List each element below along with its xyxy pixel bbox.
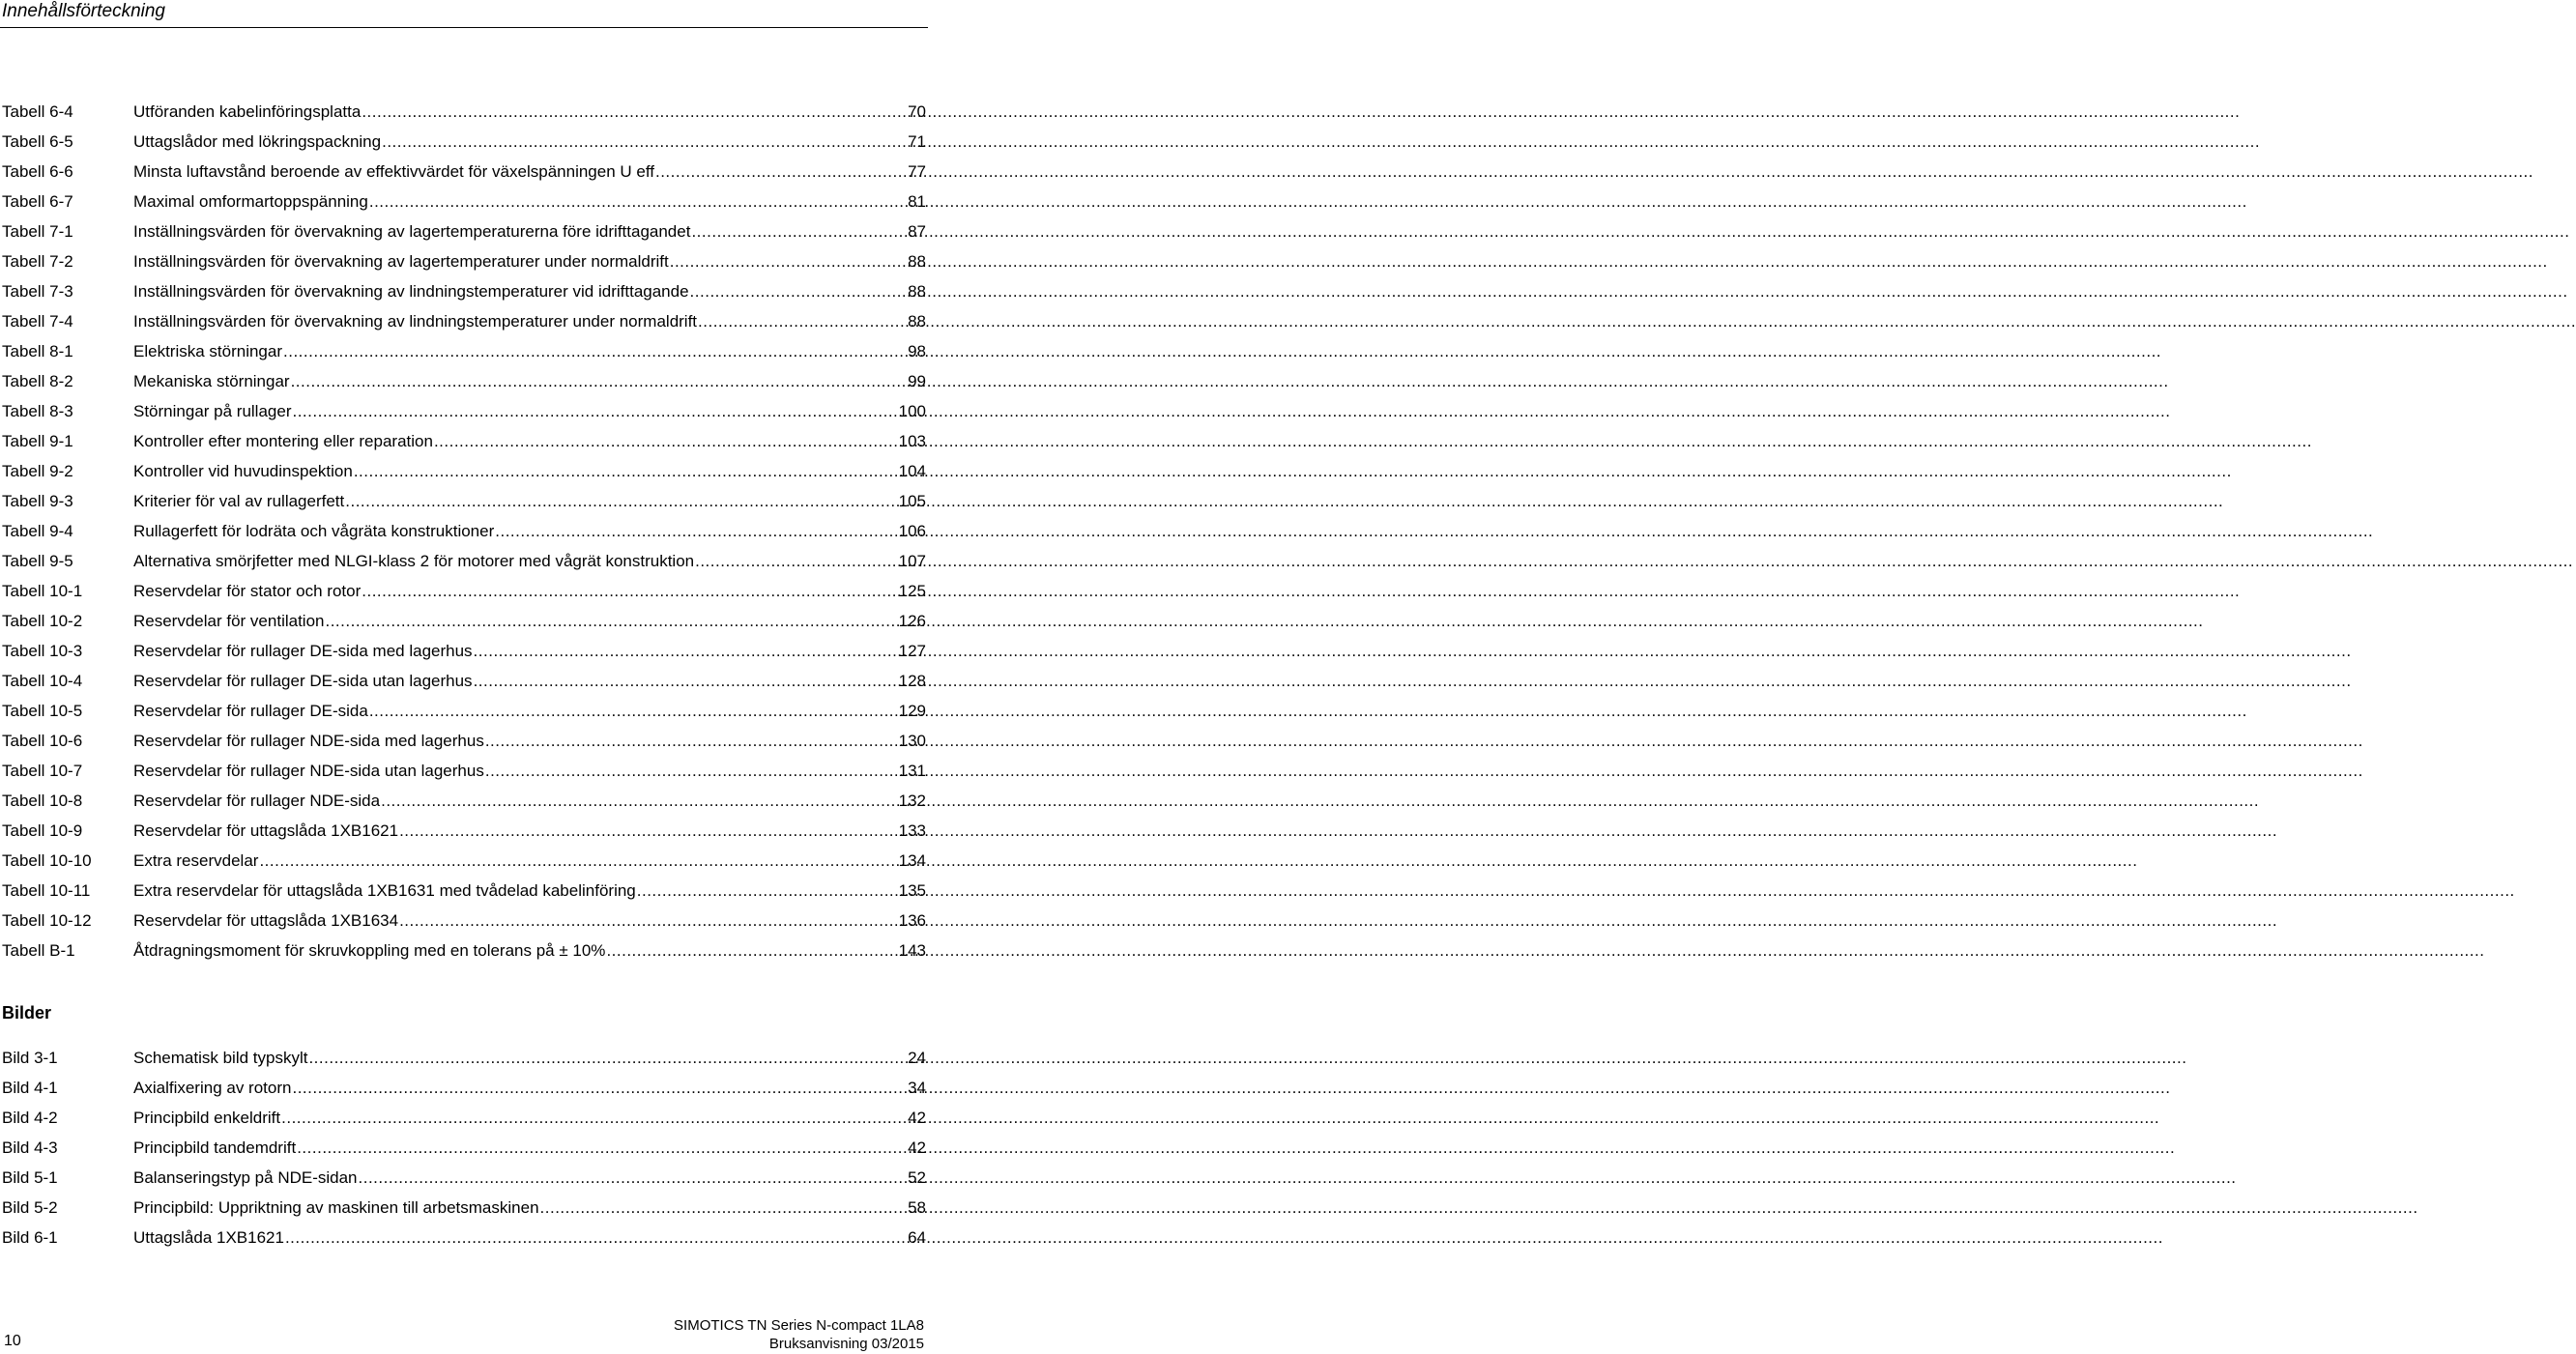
toc-dot-leader [474,636,898,666]
toc-entry-page: 42 [908,1138,926,1157]
toc-entry-title: Inställningsvärden för övervakning av lindningstemperaturer vid idrifttagande [133,282,689,301]
toc-entry-page: 100 [898,402,926,420]
toc-dot-leader [691,216,907,246]
toc-entry-page: 134 [898,851,926,870]
toc-entry-title: Reservdelar för rullager NDE-sida med lagerhus [133,732,484,750]
toc-entry-line [133,426,926,456]
toc-entry-line [133,546,926,576]
toc-entry-label: Tabell 10-1 [2,582,83,600]
toc-dot-leader [399,906,898,936]
toc-dot-leader [695,546,898,576]
toc-entry-page: 77 [908,162,926,181]
toc-entry-page: 52 [908,1168,926,1187]
toc-entry[interactable] [0,1103,928,1133]
toc-entry[interactable] [0,486,928,516]
toc-entry[interactable] [0,606,928,636]
toc-dot-leader [399,816,898,846]
figures-list [0,1043,928,1253]
toc-dot-leader [369,696,898,726]
toc-entry-page: 130 [898,732,926,750]
toc-entry-page: 42 [908,1109,926,1127]
toc-dot-leader [637,876,898,906]
toc-dot-leader [362,97,907,127]
toc-entry-title: Åtdragningsmoment för skruvkoppling med en tolerans på ± 10% [133,941,606,960]
toc-entry-label: Bild 5-2 [2,1198,58,1217]
toc-entry-line [133,906,926,936]
toc-entry-label: Tabell 8-3 [2,402,73,420]
toc-entry-line [133,936,926,965]
toc-entry[interactable] [0,576,928,606]
toc-entry-page: 34 [908,1079,926,1097]
toc-entry-label: Tabell B-1 [2,941,75,960]
toc-entry-title: Kontroller efter montering eller reparation [133,432,433,450]
toc-entry[interactable] [0,1073,928,1103]
header-divider [0,27,928,28]
toc-entry-line [133,666,926,696]
toc-entry-label: Tabell 8-2 [2,372,73,390]
toc-entry-page: 88 [908,252,926,271]
toc-entry-title: Alternativa smörjfetter med NLGI-klass 2 för motorer med vågrät konstruktion [133,552,695,570]
toc-entry-page: 129 [898,702,926,720]
toc-entry-title: Rullagerfett för lodräta och vågräta konstruktioner [133,522,495,540]
toc-entry-page: 71 [908,132,926,151]
toc-entry-line [133,336,926,366]
toc-entry-line [133,846,926,876]
toc-entry[interactable] [0,456,928,486]
toc-entry[interactable] [0,1043,928,1073]
toc-entry[interactable] [0,906,928,936]
toc-entry-line [133,216,926,246]
toc-entry[interactable] [0,666,928,696]
toc-entry-label: Tabell 6-4 [2,102,73,121]
toc-entry-title: Reservdelar för rullager DE-sida [133,702,368,720]
toc-entry-label: Tabell 10-10 [2,851,92,870]
toc-entry[interactable] [0,157,928,187]
toc-entry-label: Tabell 8-1 [2,342,73,360]
toc-entry[interactable] [0,846,928,876]
toc-entry-label: Tabell 10-3 [2,642,83,660]
toc-entry-line [133,1193,926,1223]
toc-entry-page: 125 [898,582,926,600]
toc-entry-page: 131 [898,762,926,780]
toc-entry-title: Utföranden kabelinföringsplatta [133,102,362,121]
toc-entry-label: Tabell 10-2 [2,612,83,630]
toc-entry-title: Mekaniska störningar [133,372,290,390]
toc-entry-page: 58 [908,1198,926,1217]
toc-entry-title: Reservdelar för rullager DE-sida utan lagerhus [133,672,473,690]
toc-dot-leader [292,1073,907,1103]
toc-entry[interactable] [0,726,928,756]
toc-entry-label: Bild 4-1 [2,1079,58,1097]
toc-dot-leader [259,846,897,876]
toc-entry-line [133,1073,926,1103]
toc-entry-title: Kontroller vid huvudinspektion [133,462,353,480]
toc-entry-label: Tabell 9-1 [2,432,73,450]
toc-entry-line [133,1133,926,1163]
toc-dot-leader [485,726,898,756]
toc-entry-page: 143 [898,941,926,960]
toc-entry-title: Kriterier för val av rullagerfett [133,492,345,510]
toc-entry-line [133,606,926,636]
toc-entry-page: 132 [898,792,926,810]
toc-dot-leader [474,666,898,696]
toc-entry-title: Balanseringstyp på NDE-sidan [133,1168,358,1187]
toc-entry[interactable] [0,276,928,306]
toc-dot-leader [381,786,898,816]
toc-entry-title: Elektriska störningar [133,342,283,360]
toc-entry[interactable] [0,216,928,246]
toc-entry-label: Bild 4-3 [2,1138,58,1157]
toc-entry-title: Inställningsvärden för övervakning av lagertemperaturerna före idrifttagandet [133,222,691,241]
toc-entry-page: 133 [898,821,926,840]
toc-entry-line [133,127,926,157]
toc-dot-leader [698,306,907,336]
toc-entry-title: Reservdelar för rullager NDE-sida utan lagerhus [133,762,484,780]
toc-entry-title: Minsta luftavstånd beroende av effektivvärdet för växelspänningen U eff [133,162,654,181]
toc-entry[interactable] [0,1193,928,1223]
toc-dot-leader [670,246,907,276]
toc-entry-title: Reservdelar för rullager NDE-sida [133,792,381,810]
toc-dot-leader [382,127,907,157]
toc-entry-label: Bild 4-2 [2,1109,58,1127]
toc-entry-line [133,306,926,336]
toc-entry-line [133,246,926,276]
toc-entry[interactable] [0,97,928,127]
toc-dot-leader [362,576,897,606]
figures-heading: Bilder [2,1003,52,1023]
toc-entry-page: 104 [898,462,926,480]
toc-entry-line [133,696,926,726]
toc-entry-line [133,366,926,396]
toc-dot-leader [345,486,897,516]
toc-entry-line [133,876,926,906]
toc-entry-line [133,276,926,306]
footer-document: Bruksanvisning 03/2015 [768,1336,924,1352]
toc-entry-title: Reservdelar för stator och rotor [133,582,362,600]
toc-entry[interactable] [0,187,928,216]
toc-entry-page: 128 [898,672,926,690]
toc-dot-leader [291,366,908,396]
toc-entry-line [133,157,926,187]
toc-entry-line [133,726,926,756]
toc-entry[interactable] [0,1223,928,1253]
toc-entry-line [133,576,926,606]
toc-entry-line [133,516,926,546]
toc-entry-title: Extra reservdelar för uttagslåda 1XB1631 med tvådelad kabelinföring [133,881,636,900]
toc-entry[interactable] [0,696,928,726]
toc-entry-label: Tabell 10-11 [2,881,91,900]
toc-entry[interactable] [0,336,928,366]
toc-entry-title: Principbild: Uppriktning av maskinen till arbetsmaskinen [133,1198,539,1217]
toc-entry-line [133,1163,926,1193]
toc-entry-label: Tabell 7-4 [2,312,73,331]
toc-entry-line [133,97,926,127]
toc-entry-label: Tabell 6-5 [2,132,73,151]
toc-entry-page: 98 [908,342,926,360]
toc-entry-page: 64 [908,1228,926,1247]
toc-entry-title: Principbild tandemdrift [133,1138,297,1157]
toc-entry-page: 106 [898,522,926,540]
toc-dot-leader [485,756,898,786]
toc-entry-title: Inställningsvärden för övervakning av lindningstemperaturer under normaldrift [133,312,698,331]
toc-entry-label: Tabell 7-3 [2,282,73,301]
toc-entry-label: Tabell 9-2 [2,462,73,480]
toc-entry-page: 136 [898,911,926,930]
toc-entry[interactable] [0,756,928,786]
toc-entry-label: Tabell 10-12 [2,911,92,930]
toc-dot-leader [495,516,897,546]
toc-entry-page: 107 [898,552,926,570]
toc-entry-title: Störningar på rullager [133,402,292,420]
toc-entry-title: Uttagslådor med lökringspackning [133,132,382,151]
toc-entry-page: 103 [898,432,926,450]
toc-entry-page: 126 [898,612,926,630]
footer-page-number: 10 [4,1333,21,1349]
toc-entry-line [133,816,926,846]
toc-dot-leader [359,1163,908,1193]
toc-entry-line [133,396,926,426]
toc-dot-leader [369,187,907,216]
toc-entry-line [133,636,926,666]
toc-entry-line [133,1223,926,1253]
toc-entry-label: Tabell 10-9 [2,821,83,840]
page-header-title: Innehållsförteckning [2,1,165,21]
toc-entry-page: 24 [908,1049,926,1067]
toc-entry[interactable] [0,816,928,846]
toc-entry-label: Tabell 10-5 [2,702,83,720]
toc-entry-label: Bild 5-1 [2,1168,58,1187]
toc-entry-page: 127 [898,642,926,660]
toc-entry-title: Principbild enkeldrift [133,1109,281,1127]
toc-entry-line [133,486,926,516]
toc-dot-leader [325,606,897,636]
toc-entry-page: 70 [908,102,926,121]
toc-entry-page: 105 [898,492,926,510]
toc-entry[interactable] [0,876,928,906]
toc-entry-label: Bild 3-1 [2,1049,58,1067]
toc-entry[interactable] [0,786,928,816]
toc-entry-title: Maximal omformartoppspänning [133,192,368,211]
toc-dot-leader [655,157,907,187]
toc-entry-label: Tabell 9-5 [2,552,73,570]
toc-entry[interactable] [0,636,928,666]
toc-entry-title: Reservdelar för uttagslåda 1XB1634 [133,911,399,930]
toc-dot-leader [354,456,898,486]
toc-entry-page: 135 [898,881,926,900]
toc-entry-line [133,1043,926,1073]
toc-entry-title: Axialfixering av rotorn [133,1079,292,1097]
toc-dot-leader [292,396,897,426]
toc-entry[interactable] [0,306,928,336]
footer-product: SIMOTICS TN Series N-compact 1LA8 [674,1317,924,1334]
toc-entry[interactable] [0,246,928,276]
toc-entry-label: Tabell 7-1 [2,222,73,241]
toc-dot-leader [434,426,898,456]
toc-entry-page: 87 [908,222,926,241]
toc-entry[interactable] [0,1133,928,1163]
toc-dot-leader [690,276,908,306]
toc-entry[interactable] [0,1163,928,1193]
toc-dot-leader [283,336,907,366]
toc-entry-title: Extra reservdelar [133,851,259,870]
toc-entry-label: Tabell 10-6 [2,732,83,750]
toc-entry-page: 81 [908,192,926,211]
toc-entry-label: Tabell 6-7 [2,192,73,211]
toc-entry-title: Reservdelar för rullager DE-sida med lagerhus [133,642,473,660]
toc-dot-leader [285,1223,907,1253]
toc-entry-title: Schematisk bild typskylt [133,1049,308,1067]
toc-dot-leader [308,1043,907,1073]
toc-entry[interactable] [0,936,928,965]
toc-entry-label: Tabell 6-6 [2,162,73,181]
toc-entry-line [133,756,926,786]
toc-dot-leader [606,936,897,965]
toc-entry-page: 88 [908,312,926,331]
toc-entry-label: Tabell 10-8 [2,792,83,810]
toc-entry-title: Inställningsvärden för övervakning av lagertemperaturer under normaldrift [133,252,669,271]
toc-entry-label: Tabell 9-3 [2,492,73,510]
toc-entry-label: Tabell 10-7 [2,762,83,780]
toc-entry[interactable] [0,546,928,576]
toc-entry-title: Uttagslåda 1XB1621 [133,1228,284,1247]
toc-entry-line [133,786,926,816]
toc-entry[interactable] [0,396,928,426]
toc-entry-label: Tabell 7-2 [2,252,73,271]
toc-entry[interactable] [0,426,928,456]
toc-entry-label: Tabell 10-4 [2,672,83,690]
toc-entry-label: Tabell 9-4 [2,522,73,540]
toc-entry-line [133,187,926,216]
tables-list [0,97,928,965]
toc-entry[interactable] [0,366,928,396]
toc-dot-leader [540,1193,908,1223]
toc-entry-line [133,1103,926,1133]
toc-entry-title: Reservdelar för ventilation [133,612,325,630]
toc-dot-leader [297,1133,907,1163]
toc-entry[interactable] [0,127,928,157]
toc-entry[interactable] [0,516,928,546]
toc-entry-line [133,456,926,486]
toc-entry-page: 99 [908,372,926,390]
toc-entry-page: 88 [908,282,926,301]
toc-dot-leader [281,1103,907,1133]
toc-entry-label: Bild 6-1 [2,1228,58,1247]
footer-document-info [674,1316,924,1353]
toc-entry-title: Reservdelar för uttagslåda 1XB1621 [133,821,399,840]
